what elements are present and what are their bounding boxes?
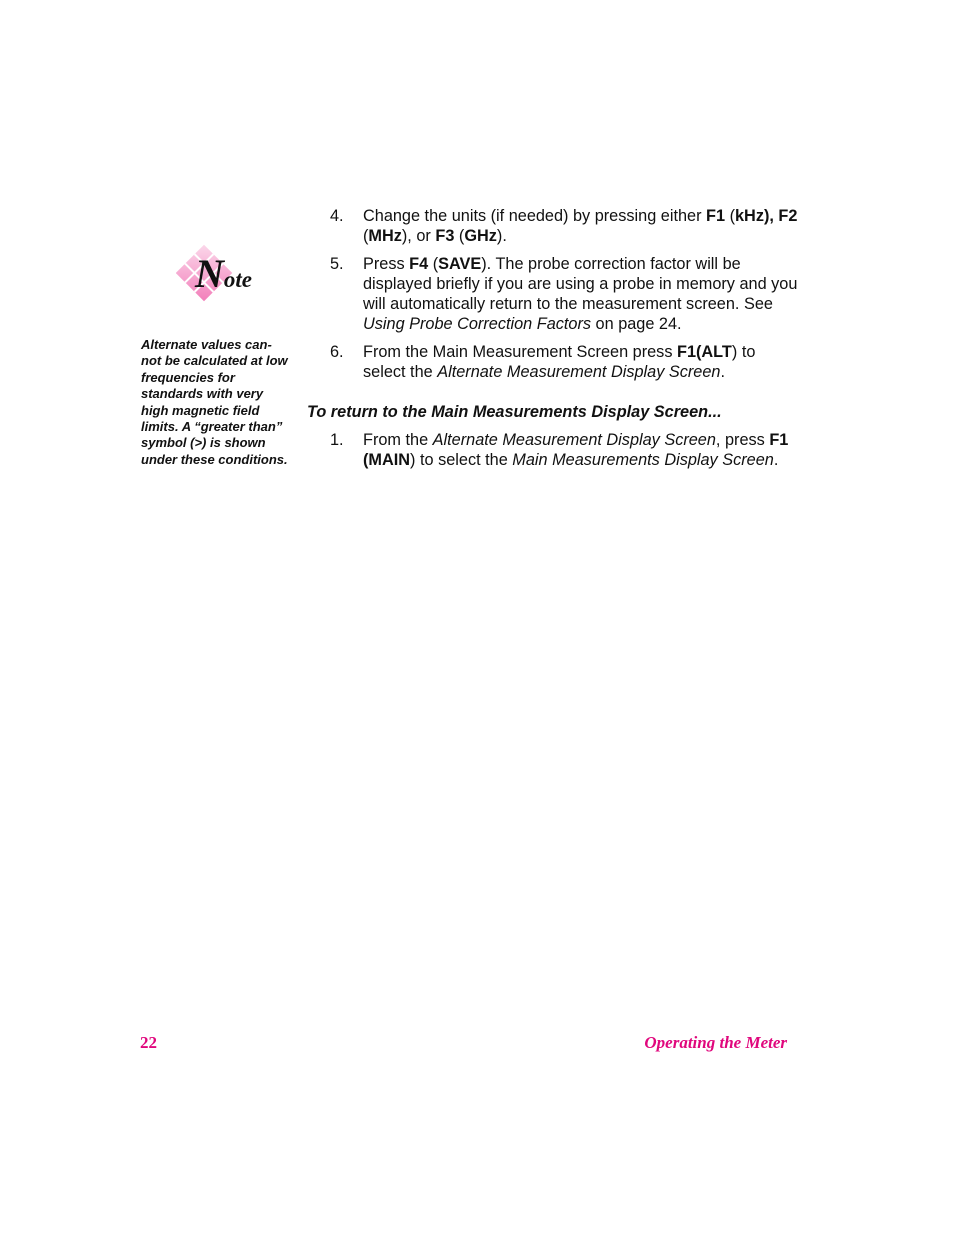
footer-section-title: Operating the Meter — [644, 1033, 787, 1052]
step-text-segment: F1 (MAIN — [363, 431, 789, 469]
step-text-segment: Using Probe Correction Factors — [363, 315, 592, 333]
step-text-segment: ) to select the — [410, 451, 513, 469]
note-heading-rest: ote — [223, 267, 252, 292]
step-text-segment: . — [773, 451, 779, 469]
step-text-segment: SAVE — [438, 255, 482, 273]
step-text-segment: F4 — [409, 255, 429, 273]
step-number: 4. — [330, 207, 344, 225]
step-text-segment: ), or — [401, 227, 436, 245]
step-text-segment: Press — [363, 255, 410, 273]
list-item — [330, 206, 800, 246]
step-text-segment: ( — [454, 227, 465, 245]
note-heading — [195, 251, 252, 296]
page-number: 22 — [140, 1033, 157, 1052]
step-text-segment: From the Main Measurement Screen press — [363, 343, 677, 361]
step-text-segment: Main Measurements Display Screen — [512, 451, 774, 469]
step-text-segment: ). — [496, 227, 507, 245]
step-text-segment: GHz — [464, 227, 497, 245]
step-text-segment: Change the units (if needed) by pressing either — [363, 207, 707, 225]
step-text-segment: F1 — [706, 207, 726, 225]
step-number: 6. — [330, 343, 344, 361]
step-text — [363, 343, 755, 381]
steps-list-2 — [330, 430, 800, 478]
step-text — [363, 207, 797, 245]
step-text-segment: Alternate Measurement Display Screen — [432, 431, 716, 449]
step-text-segment: ( — [428, 255, 439, 273]
list-item — [330, 342, 800, 382]
step-text-segment: . — [720, 363, 725, 381]
step-text-segment: From the — [363, 431, 433, 449]
list-item — [330, 254, 800, 334]
step-text-segment: ) to select the — [363, 343, 756, 381]
step-text-segment: kHz), F2 — [735, 207, 798, 225]
step-text-segment: ). The probe correction factor will be displayed briefly if you are using a probe in memory and you will automatically return to the measurement screen. See — [363, 255, 798, 313]
step-text-segment: Alternate Measurement Display Screen — [437, 363, 721, 381]
step-text-segment: ( — [363, 227, 369, 245]
step-text-segment: ( — [725, 207, 735, 225]
step-text — [363, 255, 797, 333]
section-subheading: To return to the Main Measurements Display Screen... — [307, 403, 722, 421]
note-heading-cap: N — [195, 251, 224, 296]
step-text-segment: , press — [715, 431, 770, 449]
step-text-segment: F1(ALT — [677, 343, 732, 361]
list-item — [330, 430, 800, 470]
sidebar-note-text: Alternate values can-not be calculated at low frequencies for standards with very high magnetic field limits. A “greater than” symbol (>) is shown under these conditions. — [141, 337, 288, 467]
step-text — [363, 431, 788, 469]
steps-list-1 — [330, 206, 800, 390]
step-number: 1. — [330, 431, 344, 449]
step-number: 5. — [330, 255, 344, 273]
step-text-segment: MHz — [368, 227, 402, 245]
step-text-segment: F3 — [435, 227, 455, 245]
step-text-segment: on page 24. — [591, 315, 682, 333]
